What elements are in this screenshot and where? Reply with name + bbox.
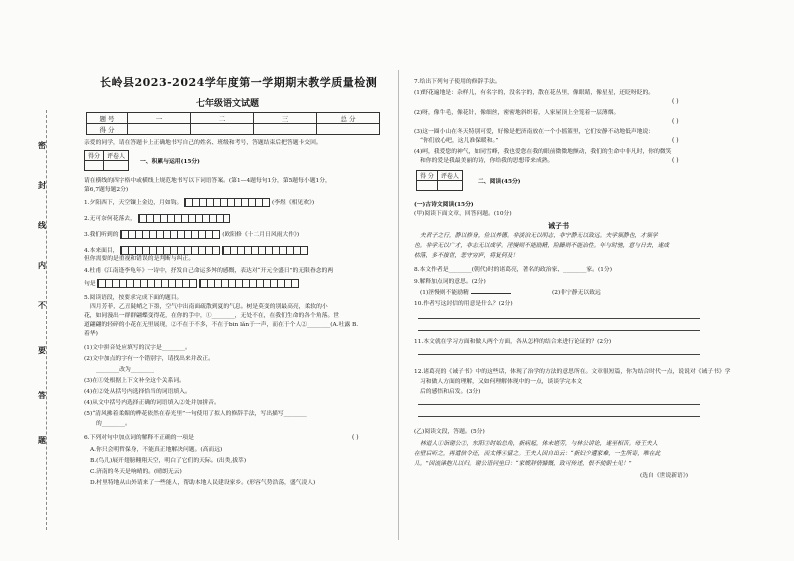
classical-line: 枯落，多不接世，悲守穷庐，将复何及！	[414, 253, 519, 259]
rhetoric-item: (4)呵，我爱您的神气，如同雪峰，我也爱您在我的眼前微微地颤动，我们的生命中非凡时，你的微笑	[414, 149, 672, 155]
exam-subtitle: 七年级语文试题	[196, 99, 260, 109]
scorer-label: 评卷人	[437, 171, 462, 181]
answer-paren[interactable]: ( )	[672, 137, 679, 144]
answer-paren[interactable]: ( )	[672, 118, 679, 125]
seal-char: 线	[38, 220, 46, 230]
option-b: B.(鸟儿)展开翅膀翱翔天空，明白了它们的天际。(出类,拔萃)	[90, 458, 247, 464]
seal-char: 内	[38, 260, 46, 270]
question-text: 1.夕阳西下，天空镶上金边，月如钩。	[84, 200, 183, 206]
score-cell[interactable]	[254, 124, 317, 135]
option-a: A.你只会明哲保身，不能真正地解决问题。(高而远)	[90, 447, 223, 453]
section-1-title: 一、积累与运用(15分)	[140, 159, 200, 165]
scorer-label: 评卷人	[104, 151, 129, 161]
question-1	[84, 198, 314, 207]
question-text: 4.本来面目，	[84, 248, 119, 254]
classical-line: 林道人①诣谢公②，东阳③时始总角，新病起，体未堪劳，与林公讲论，遂至相苦。母王夫人	[420, 441, 658, 447]
passage-line: 花，如同漫出一群群翩蝶变得花，在你的手中，①________，无处不在，在我们生命的各个角落。世	[84, 313, 340, 319]
section-2-title: 二、阅读(45分)	[478, 179, 521, 185]
score-header-cell: 二	[191, 113, 254, 124]
seal-char: 答	[38, 390, 46, 400]
writing-grid[interactable]	[138, 214, 230, 223]
seal-char: 密	[38, 140, 46, 150]
classical-line: 也。非学无以广才，非志无以成学。淫慢则不能励精，险躁则不能冶性。年与时驰，意与日去，遂成	[414, 243, 670, 249]
instruction: 请在横线的四字格中或横线上规范地书写以下词语答案。(第1—4题每句1分，第5题每小题1分，	[84, 178, 331, 184]
scorer-box	[416, 170, 463, 191]
question-text: 2.无可奈何花落去，	[84, 216, 136, 222]
answer-line[interactable]	[471, 293, 511, 294]
sub-question: (5)“清风拂着柔媚的桦花依然在春光里”一句使用了拟人的修辞手法，写出描写________	[84, 411, 307, 417]
answer-line[interactable]	[418, 330, 700, 331]
question-5b	[84, 279, 299, 288]
writing-grid[interactable]	[120, 246, 220, 255]
question-12-cont: 习和做人方面的理解，又如何理解体现中的一点，谈谈学完本文	[420, 379, 583, 385]
question-source: (欧阳修《十二月日风雨大作》)	[222, 232, 300, 238]
question-4-note: 但你需要的是重视和错误的是判断与纠正。	[84, 256, 195, 262]
seal-char: 要	[38, 345, 46, 355]
score-table	[86, 112, 380, 135]
question-2	[84, 214, 230, 223]
question-7: 6.下列对句中加点词的解释不正确的一项是	[84, 435, 194, 441]
question-3	[84, 230, 299, 239]
question-5: 4.杜甫《江南逢李龟年》一诗中，抒发自己命运多舛的感慨，表达对“开元全盛日”的无限眷念的两	[84, 268, 334, 274]
seal-char: 封	[38, 180, 46, 190]
source-note: (选自《世说新语》)	[640, 473, 688, 479]
rhetoric-item: (2)呀，像牛毛，像花针，像细丝，密密地斜织着，人家屋顶上全笼着一层薄烟。	[414, 110, 620, 116]
scorer-label: 得 分	[417, 171, 438, 181]
question-text: 3.我们听到的	[84, 232, 119, 238]
score-header-cell: 一	[128, 113, 191, 124]
question-6: 5.阅读语段，按要求完成下面的题目。	[84, 295, 183, 301]
option-c: C.济南的冬天是响晴的。(晴朗无云)	[90, 469, 182, 475]
classical-line: 在壁后听之，再遣信令还，而太傅④留之。王夫人因自出云：“新妇少遭家难，一生所寄，唯在此	[414, 451, 661, 457]
passage-line: 道翩翩的轻碎的小花在无里展现，②不在于不多，不在于bin lǎn于一声，而在于个人②________(A.吐露 B.	[84, 322, 359, 328]
score-label-cell: 得 分	[87, 124, 128, 135]
score-header-cell: 题 号	[87, 113, 128, 124]
exam-title: 长岭县2023-2024学年度第一学期期末教学质量检测	[100, 76, 378, 89]
score-cell[interactable]	[191, 124, 254, 135]
sub-question: (4)在②处从括号内选择恰当的词语填入。	[84, 389, 191, 395]
answer-line[interactable]: ________改为________	[96, 367, 154, 373]
writing-grid[interactable]	[199, 279, 299, 288]
subsection-title: (乙)阅读文段，答题。(5分)	[414, 429, 485, 435]
rhetoric-item: (3)这一圈小山在冬天特别可爱，好像是把济南放在一个小摇篮里，它们安静不动地低声地说：	[414, 129, 655, 135]
question-4	[84, 246, 308, 255]
scorer-cell[interactable]	[85, 161, 104, 171]
scorer-box	[84, 150, 129, 171]
sub-question-text: (1)淫慢则不能励精	[420, 290, 469, 296]
seal-column	[28, 140, 62, 500]
answer-line[interactable]	[418, 416, 700, 417]
sub-question: (4)从文中括号内选择正确的词语填入②处并加拼音。	[84, 400, 220, 406]
passage-line: 四月芳菲，乙丑陡峭之下墨，空气中出南面疏散到夏的气息。树是莫变的别最高亮，柔软的小	[90, 304, 328, 310]
scorer-label: 得分	[85, 151, 104, 161]
classical-line: 夫君子之行，静以修身，俭以养德。非淡泊无以明志，非宁静无以致远。夫学须静也，才须学	[420, 233, 658, 239]
score-cell[interactable]	[128, 124, 191, 135]
question-12-cont: 后的感悟和启发。(3分)	[420, 389, 481, 395]
sub-question: (2)文中加点的字有一个错别字，请找出来并改正。	[84, 356, 214, 362]
question-11: 11.本文就在学习方面和做人两个方面，各从怎样的结合来进行论证的？(2分)	[414, 339, 612, 345]
answer-line[interactable]	[418, 318, 700, 319]
question-9a	[420, 289, 511, 297]
score-cell[interactable]	[317, 124, 380, 135]
classical-line: 儿。”因流涕抱儿以归。谢公语同坐曰：“家嫂辞情慷慨，致可传述，恨不使朝士见！”	[414, 461, 632, 467]
sub-question: (1)文中拼音处应填写的汉字是________。	[84, 345, 191, 351]
answer-paren[interactable]: ( )	[352, 434, 359, 441]
seal-char: 题	[38, 435, 46, 445]
question-12: 12.诸葛亮的《诫子书》中的这些话，体现了治学的方法的意思所在。文章很短篇，你为结合时代一点，说说对《诫子书》学	[414, 369, 731, 375]
question-10: 10.作者写这封信的用意是什么？(2分)	[414, 301, 513, 307]
rhetoric-item-cont: 和你的爱是我最美丽的诗，你给我的思想带来成熟。	[420, 158, 554, 164]
subsection-instruction: (甲)阅读下面文章，回答问题。(10分)	[414, 211, 512, 217]
score-header-cell: 三	[254, 113, 317, 124]
rhetoric-item-cont: “你们放心吧，这儿准保暖和。”	[420, 138, 499, 144]
passage-line: 着华)	[84, 331, 98, 337]
question-9: 9.解释加点词的意思。(2分)	[414, 279, 486, 285]
answer-line[interactable]	[418, 404, 700, 405]
subsection-title: (一)古诗文阅读(15分)	[414, 202, 474, 208]
question-text: 句是	[84, 281, 96, 287]
rhetoric-item: (1)野花遍地是：杂样儿，有名字的，没名字的，散在花丛里，像眼睛，像星星，还眨呀眨的。	[414, 90, 655, 96]
writing-grid[interactable]	[222, 246, 308, 255]
scorer-cell[interactable]	[437, 181, 462, 191]
answer-paren[interactable]: ( )	[672, 157, 679, 164]
scorer-cell[interactable]	[417, 181, 438, 191]
intro-text: 亲爱的同学，请在答题卡上正确地书写自己的姓名、班级和考号，答题结束后把答题卡交回。	[84, 140, 322, 146]
scorer-cell[interactable]	[104, 161, 129, 171]
question-source: (李煜《相见欢》)	[271, 200, 315, 206]
column-divider	[398, 70, 399, 540]
instruction: 第6,7题每题2分)	[84, 187, 129, 193]
sub-question: (3)在①处根据上下文补全这个关系词。	[84, 378, 185, 384]
option-d: D.村里特地从山外请来了一些能人，帮助本地人民建设家乡。(形容气势浩荡，盛气凌人)	[90, 480, 316, 486]
sub-question: 的________。	[96, 421, 131, 427]
writing-grid[interactable]	[97, 279, 197, 288]
answer-paren[interactable]: ( )	[672, 98, 679, 105]
seal-char: 不	[38, 300, 46, 310]
sub-question-text: (2)非宁静无以致远	[552, 290, 601, 296]
answer-line[interactable]	[418, 354, 700, 355]
question-8: 8.本文作者是________(朝代)时的诸葛亮，著名的政治家、________家。(1分)	[414, 267, 612, 273]
question-7-rhetoric: 7.给出下列句子使用的修辞手法。	[414, 79, 501, 85]
question-9b	[552, 289, 601, 297]
writing-grid[interactable]	[120, 230, 220, 239]
score-header-cell: 总 分	[317, 113, 380, 124]
classical-title: 诫子书	[548, 221, 569, 230]
writing-grid[interactable]	[184, 198, 270, 207]
